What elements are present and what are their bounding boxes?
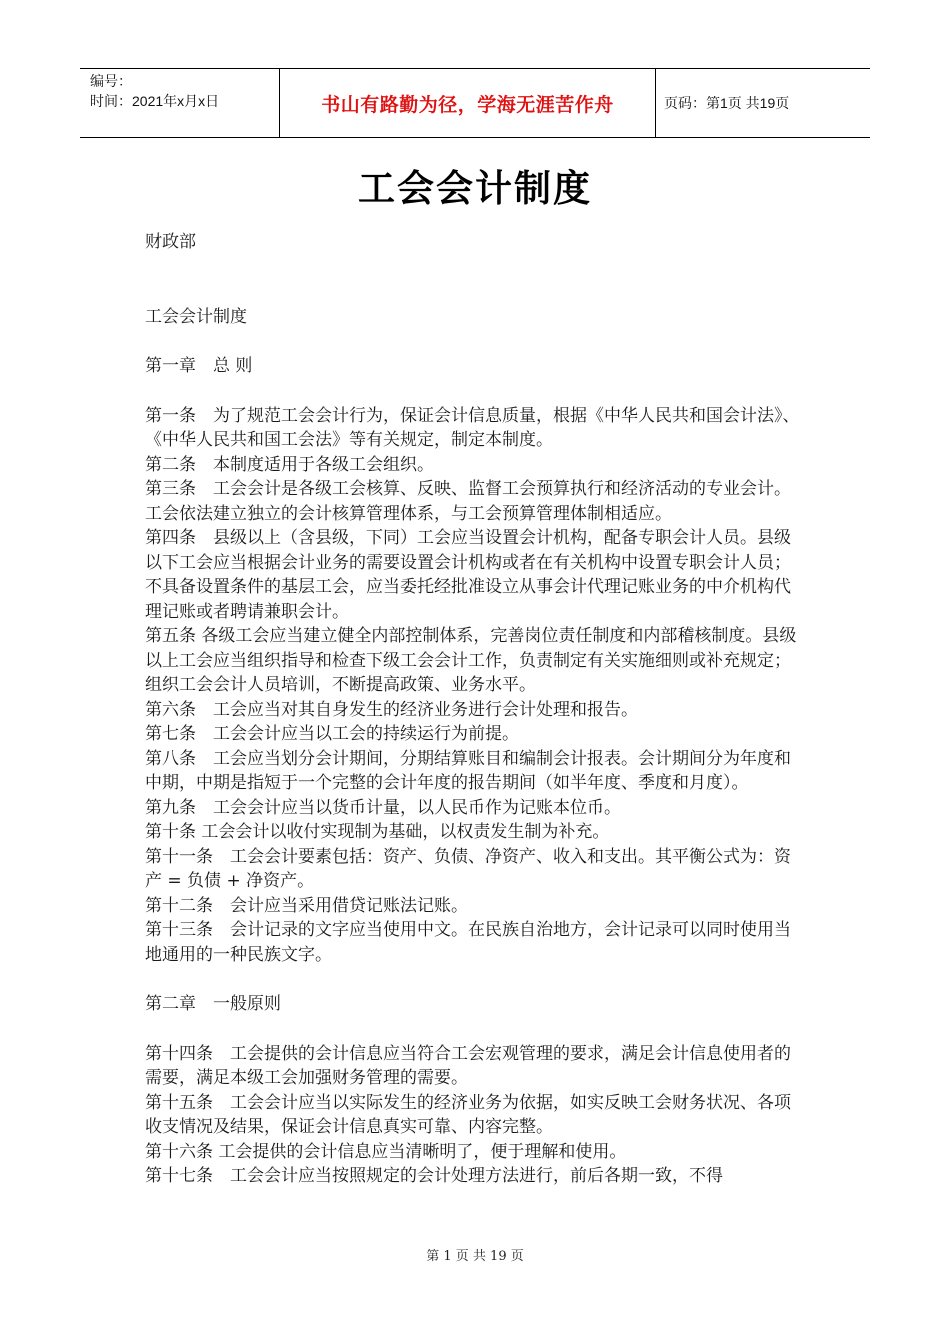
body-paragraph: 第三条 工会会计是各级工会核算、反映、监督工会预算执行和经济活动的专业会计。工会依法建立独立的会计核算管理体系，与工会预算管理体制相适应。 <box>145 479 791 524</box>
body-paragraph: 第九条 工会会计应当以货币计量，以人民币作为记账本位币。 <box>145 797 621 818</box>
document-body <box>145 230 807 1189</box>
body-paragraph: 第十条 工会会计以收付实现制为基础，以权责发生制为补充。 <box>145 822 610 842</box>
body-paragraph: 第十一条 工会会计要素包括：资产、负债、净资产、收入和支出。其平衡公式为：资产 = 负债 + 净资产。 <box>145 846 791 891</box>
body-paragraph: 第二条 本制度适用于各级工会组织。 <box>145 454 434 475</box>
body-paragraph: 第八条 工会应当划分会计期间，分期结算账目和编制会计报表。会计期间分为年度和中期，中期是指短于一个完整的会计年度的报告期间（如半年度、季度和月度）。 <box>145 748 791 793</box>
body-paragraph: 第七条 工会会计应当以工会的持续运行为前提。 <box>145 724 519 744</box>
body-paragraph: 第十三条 会计记录的文字应当使用中文。在民族自治地方，会计记录可以同时使用当地通用的一种民族文字。 <box>145 920 791 965</box>
date-label: 时间：2021年x月x日 <box>90 93 220 109</box>
body-paragraph: 第六条 工会应当对其自身发生的经济业务进行会计处理和报告。 <box>145 699 638 720</box>
body-paragraph: 第四条 县级以上（含县级，下同）工会应当设置会计机构，配备专职会计人员。县级以下工会应当根据会计业务的需要设置会计机构或者在有关机构中设置专职会计人员；不具备设置条件的基层工会，应当委托经批准设立从事会计代理记账业务的中介机构代理记账或者聘请兼职会计。 <box>145 528 791 622</box>
page-footer: 第 1 页 共 19 页 <box>426 1249 524 1264</box>
body-paragraph: 第十四条 工会提供的会计信息应当符合工会宏观管理的要求，满足会计信息使用者的需要，满足本级工会加强财务管理的需要。 <box>145 1043 791 1088</box>
body-paragraph: 工会会计制度 <box>145 306 247 327</box>
body-paragraph: 第十七条 工会会计应当按照规定的会计处理方法进行，前后各期一致，不得 <box>145 1166 723 1186</box>
page-header <box>80 68 870 138</box>
body-paragraph: 第一章 总 则 <box>145 356 253 376</box>
body-paragraph: 第十二条 会计应当采用借贷记账法记账。 <box>145 895 468 916</box>
body-paragraph: 第五条 各级工会应当建立健全内部控制体系，完善岗位责任制度和内部稽核制度。县级以上工会应当组织指导和检查下级工会会计工作，负责制定有关实施细则或补充规定；组织工会会计人员培训，不断提高政策、业务水平。 <box>145 626 797 695</box>
body-paragraph: 第十五条 工会会计应当以实际发生的经济业务为依据，如实反映工会财务状况、各项收支情况及结果，保证会计信息真实可靠、内容完整。 <box>145 1092 791 1137</box>
body-paragraph: 第二章 一般原则 <box>145 994 281 1014</box>
body-paragraph: 第一条 为了规范工会会计行为，保证会计信息质量，根据《中华人民共和国会计法》、《中华人民共和国工会法》等有关规定，制定本制度。 <box>145 405 800 450</box>
header-page-code-cell <box>656 69 870 137</box>
body-paragraph: 财政部 <box>145 232 196 252</box>
number-label: 编号： <box>90 73 132 89</box>
document-title: 工会会计制度 <box>358 167 592 210</box>
header-meta <box>80 69 280 137</box>
page-code: 页码：第1页 共19页 <box>664 95 790 111</box>
motto-text: 书山有路勤为径，学海无涯苦作舟 <box>321 93 614 116</box>
header-motto-cell <box>280 69 656 137</box>
body-paragraph: 第十六条 工会提供的会计信息应当清晰明了，便于理解和使用。 <box>145 1141 627 1162</box>
